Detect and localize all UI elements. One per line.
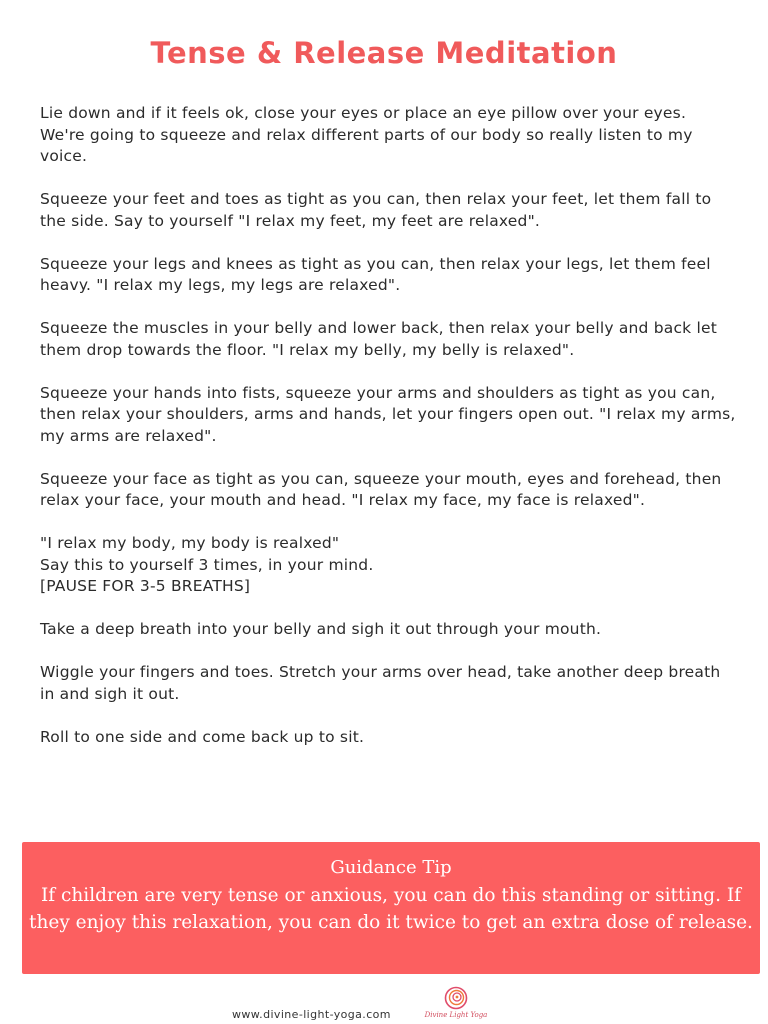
paragraph-line: [PAUSE FOR 3-5 BREATHS] [40,577,251,595]
website-link[interactable]: www.divine-light-yoga.com [232,1008,391,1021]
logo-wordmark: Divine Light Yoga [424,1011,488,1019]
paragraph-line: "I relax my body, my body is realxed" [40,534,340,552]
footer [0,1000,768,1024]
paragraph-line: Squeeze your hands into fists, squeeze your arms and shoulders as tight as you can, then relax your shoulders, arms and hands, let your fingers open out. "I relax my arms, my arms are relaxed". [40,383,736,445]
paragraph-roll [40,727,740,749]
tip-heading: Guidance Tip [330,857,452,878]
paragraph-legs [40,254,740,297]
paragraph-line: Lie down and if it feels ok, close your eyes or place an eye pillow over your eyes. [40,104,687,122]
page-title: Tense & Release Meditation [150,36,618,70]
paragraph-breath [40,619,740,641]
paragraph-line: We're going to squeeze and relax different parts of our body so really listen to my voice. [40,125,693,165]
paragraph-line: Squeeze your feet and toes as tight as you can, then relax your feet, let them fall to the side. Say to yourself "I relax my feet, my feet are relaxed". [40,190,712,230]
paragraph-body [40,533,740,598]
paragraph-line: Roll to one side and come back up to sit. [40,727,365,746]
meditation-script [40,103,740,770]
guidance-tip-box [22,842,760,974]
paragraph-feet [40,189,740,232]
paragraph-face [40,469,740,512]
paragraph-line: Say this to yourself 3 times, in your mind. [40,555,374,574]
paragraph-intro [40,103,740,168]
paragraph-line: Take a deep breath into your belly and sigh it out through your mouth. [40,620,602,638]
brand-logo [422,986,490,1022]
paragraph-line: Wiggle your fingers and toes. Stretch your arms over head, take another deep breath in and sigh it out. [40,663,721,703]
paragraph-line: Squeeze your legs and knees as tight as you can, then relax your legs, let them feel heavy. "I relax my legs, my legs are relaxed". [40,254,711,294]
paragraph-belly [40,318,740,361]
tip-text: If children are very tense or anxious, you can do this standing or sitting. If they enjoy this relaxation, you can do it twice to get an extra dose of release. [29,885,753,933]
spiral-logo-icon [444,986,468,1010]
paragraph-line: Squeeze the muscles in your belly and lower back, then relax your belly and back let them drop towards the floor. "I relax my belly, my belly is relaxed". [40,319,718,359]
paragraph-wiggle [40,662,740,705]
paragraph-line: Squeeze your face as tight as you can, squeeze your mouth, eyes and forehead, then relax your face, your mouth and head. "I relax my face, my face is relaxed". [40,469,722,509]
paragraph-arms [40,383,740,448]
